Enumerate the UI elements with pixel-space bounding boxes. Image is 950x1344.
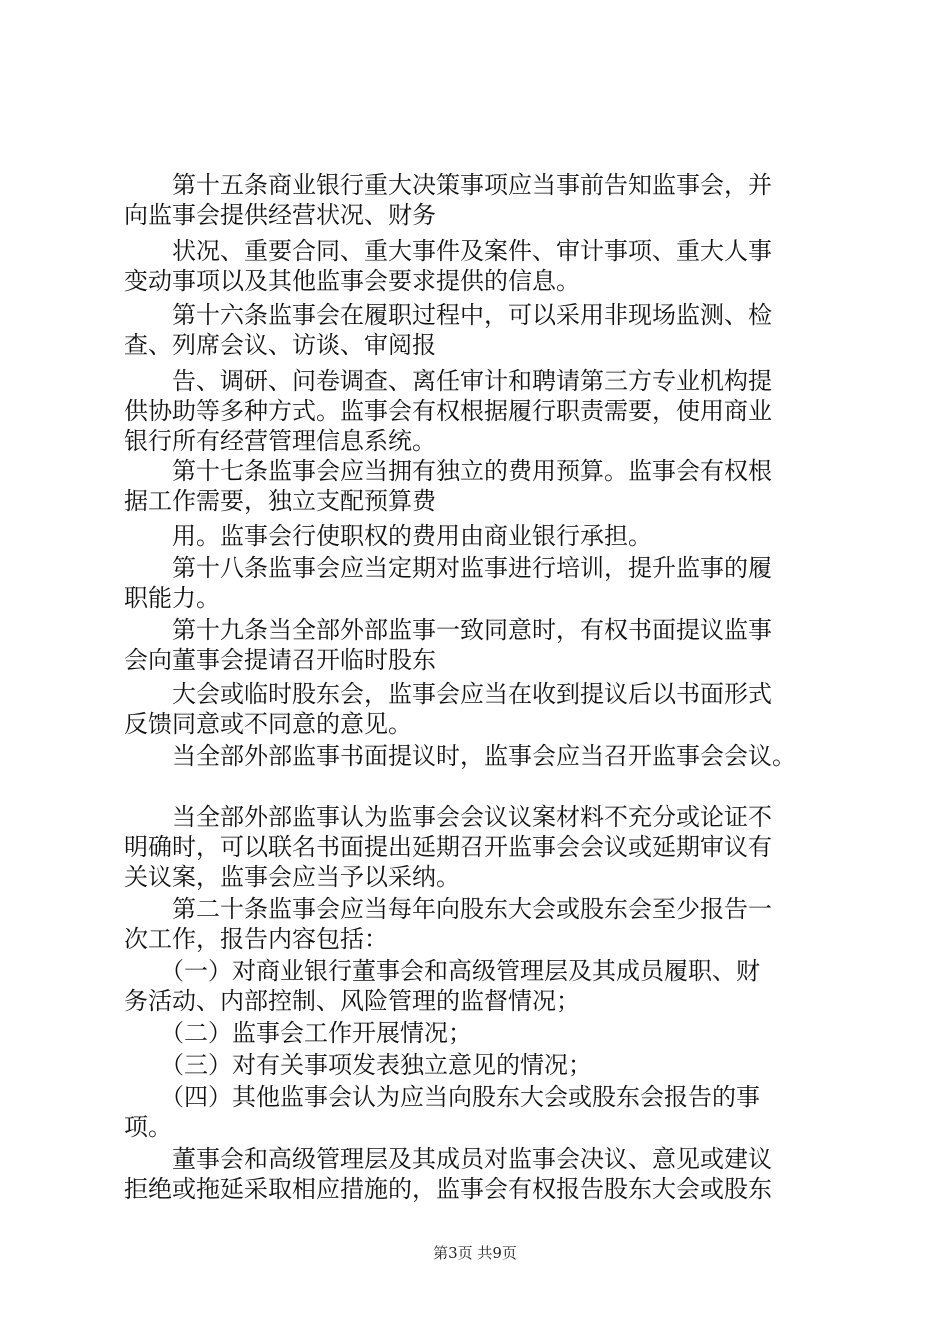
body-line: 第十八条监事会应当定期对监事进行培训，提升监事的履 bbox=[124, 554, 772, 582]
body-line: （三）对有关事项发表独立意见的情况； bbox=[124, 1051, 592, 1079]
body-line: 第十九条当全部外部监事一致同意时，有权书面提议监事 bbox=[124, 616, 772, 644]
body-line: 关议案，监事会应当予以采纳。 bbox=[124, 863, 460, 891]
body-line: 变动事项以及其他监事会要求提供的信息。 bbox=[124, 267, 580, 295]
body-line: 第二十条监事会应当每年向股东大会或股东会至少报告一 bbox=[124, 895, 772, 923]
body-line: 项。 bbox=[124, 1113, 172, 1141]
body-line: 据工作需要，独立支配预算费 bbox=[124, 487, 436, 515]
body-line: （四）其他监事会认为应当向股东大会或股东会报告的事 bbox=[124, 1083, 760, 1111]
body-line: 银行所有经营管理信息系统。 bbox=[124, 427, 436, 455]
body-line: 当全部外部监事书面提议时，监事会应当召开监事会会议。 bbox=[124, 742, 796, 770]
body-line: （二）监事会工作开展情况； bbox=[124, 1019, 472, 1047]
body-line: 第十五条商业银行重大决策事项应当事前告知监事会，并 bbox=[124, 171, 772, 199]
body-line: 明确时，可以联名书面提出延期召开监事会会议或延期审议有 bbox=[124, 833, 772, 861]
body-line: 次工作，报告内容包括： bbox=[124, 925, 388, 953]
page-number-footer: 第3页 共9页 bbox=[433, 1244, 517, 1262]
body-line: 职能力。 bbox=[124, 584, 220, 612]
body-line: 拒绝或拖延采取相应措施的，监事会有权报告股东大会或股东 bbox=[124, 1175, 772, 1203]
body-line: 大会或临时股东会，监事会应当在收到提议后以书面形式 bbox=[124, 680, 772, 708]
body-line: 第十六条监事会在履职过程中，可以采用非现场监测、检 bbox=[124, 301, 772, 329]
body-line: 董事会和高级管理层及其成员对监事会决议、意见或建议 bbox=[124, 1145, 772, 1173]
body-line: 用。监事会行使职权的费用由商业银行承担。 bbox=[124, 522, 652, 550]
body-line: 向监事会提供经营状况、财务 bbox=[124, 201, 436, 229]
body-line: 当全部外部监事认为监事会会议议案材料不充分或论证不 bbox=[124, 803, 772, 831]
body-line: 状况、重要合同、重大事件及案件、审计事项、重大人事 bbox=[124, 237, 772, 265]
body-line: 会向董事会提请召开临时股东 bbox=[124, 646, 436, 674]
body-line: 第十七条监事会应当拥有独立的费用预算。监事会有权根 bbox=[124, 457, 772, 485]
body-line: 告、调研、问卷调查、离任审计和聘请第三方专业机构提 bbox=[124, 367, 772, 395]
body-line: 查、列席会议、访谈、审阅报 bbox=[124, 331, 436, 359]
body-line: （一）对商业银行董事会和高级管理层及其成员履职、财 bbox=[124, 957, 760, 985]
body-line: 务活动、内部控制、风险管理的监督情况； bbox=[124, 987, 580, 1015]
body-line: 反馈同意或不同意的意见。 bbox=[124, 710, 412, 738]
body-line: 供协助等多种方式。监事会有权根据履行职责需要，使用商业 bbox=[124, 397, 772, 425]
